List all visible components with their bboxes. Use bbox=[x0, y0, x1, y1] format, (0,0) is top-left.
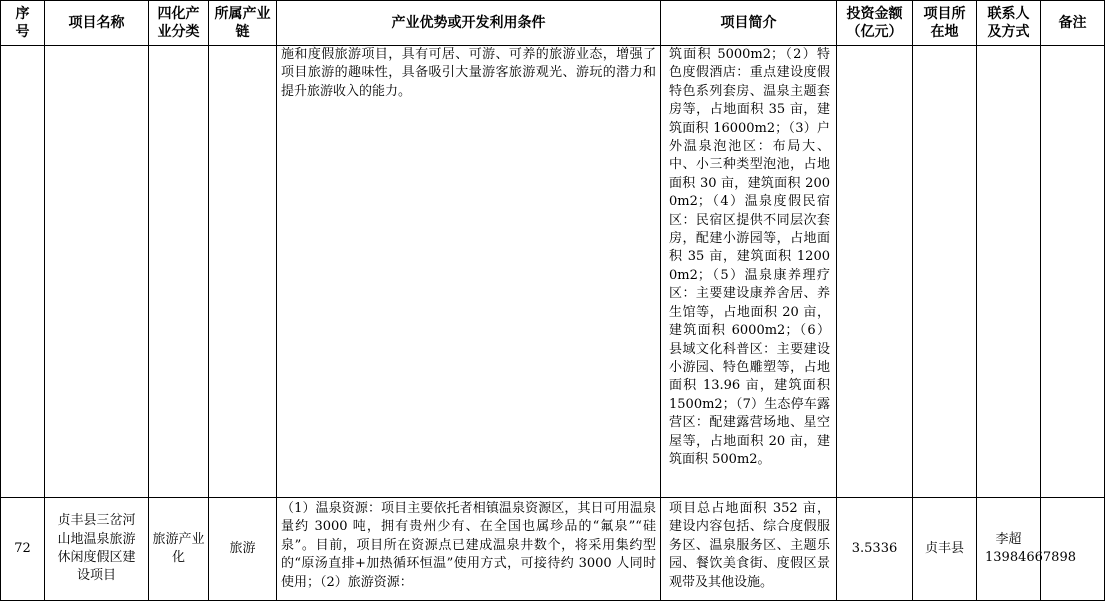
cell-chain bbox=[209, 46, 277, 498]
header-category: 四化产业分类 bbox=[149, 1, 209, 46]
cell-advantages: 施和度假旅游项目，具有可居、可游、可养的旅游业态，增强了项目旅游的趣味性，具备吸引大量游客旅游观光、游玩的潜力和提升旅游收入的能力。 bbox=[277, 46, 661, 498]
cell-category bbox=[149, 46, 209, 498]
cell-contact bbox=[977, 46, 1041, 498]
cell-investment: 3.5336 bbox=[837, 498, 913, 601]
header-row bbox=[1, 1, 1105, 46]
cell-notes bbox=[1041, 498, 1105, 601]
header-intro: 项目简介 bbox=[661, 1, 837, 46]
cell-contact: 李超 13984667898 bbox=[977, 498, 1041, 601]
cell-chain: 旅游 bbox=[209, 498, 277, 601]
header-name: 项目名称 bbox=[45, 1, 149, 46]
header-investment: 投资金额（亿元） bbox=[837, 1, 913, 46]
table-row bbox=[1, 498, 1105, 601]
header-seq: 序号 bbox=[1, 1, 45, 46]
header-location: 项目所在地 bbox=[913, 1, 977, 46]
cell-name bbox=[45, 46, 149, 498]
cell-notes bbox=[1041, 46, 1105, 498]
cell-seq bbox=[1, 46, 45, 498]
header-advantages: 产业优势或开发利用条件 bbox=[277, 1, 661, 46]
cell-advantages: （1）温泉资源：项目主要依托者相镇温泉资源区，其日可用温泉量约 3000 吨，拥有贵州少有、在全国也属珍品的“氟泉”“硅泉”。目前，项目所在资源点已建成温泉井数个，将采用集约型的“原汤直排+加热循环恒温”使用方式，可接待约 3000 人同时使用；（2）旅游资源： bbox=[277, 498, 661, 601]
cell-category: 旅游产业化 bbox=[149, 498, 209, 601]
cell-intro: 项目总占地面积 352 亩，建设内容包括、综合度假服务区、温泉服务区、主题乐园、餐饮美食街、度假区景观带及其他设施。 bbox=[661, 498, 837, 601]
header-contact: 联系人及方式 bbox=[977, 1, 1041, 46]
cell-name: 贞丰县三岔河山地温泉旅游休闲度假区建设项目 bbox=[45, 498, 149, 601]
table-row bbox=[1, 46, 1105, 498]
cell-investment bbox=[837, 46, 913, 498]
header-notes: 备注 bbox=[1041, 1, 1105, 46]
header-chain: 所属产业链 bbox=[209, 1, 277, 46]
cell-location bbox=[913, 46, 977, 498]
cell-intro: 筑面积 5000m2；（2）特色度假酒店：重点建设度假特色系列套房、温泉主题套房等，占地面积 35 亩，建筑面积 16000m2；（3）户外温泉泡池区：布局大、中、小三种类型泡池，占地面积 30 亩，建筑面积 2000m2；（4）温泉度假民宿区：民宿区提供不同层次套房，配建小游园等，占地面积 35 亩，建筑面积 12000m2；（5）温泉康养理疗区：主要建设康养舍居、养生馆等，占地面积 20 亩，建筑面积 6000m2；（6）县域文化科普区：主要建设小游园、特色雕塑等，占地面积 13.96 亩，建筑面积 1500m2；（7）生态停车露营区：配建露营场地、星空屋等，占地面积 20 亩，建筑面积 500m2。 bbox=[661, 46, 837, 498]
cell-seq: 72 bbox=[1, 498, 45, 601]
cell-location: 贞丰县 bbox=[913, 498, 977, 601]
